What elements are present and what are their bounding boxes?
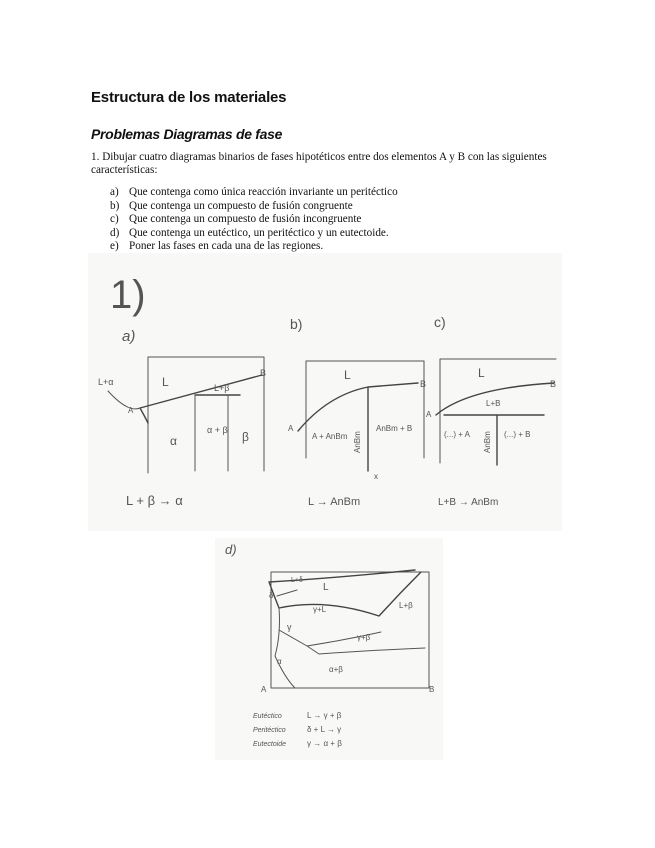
diagram-c-compound: AnBm [483,431,492,453]
diagram-a-l-alpha: L+α [98,377,114,387]
sketch-abc-scan [88,253,562,531]
reaction-name: Eutectoide [253,741,287,748]
diagram-a-liquidus [140,375,262,423]
diagram-a-label: a) [122,328,136,345]
diagram-b-left-axis: A [288,424,294,433]
diagram-b-label: b) [290,316,303,332]
diagram-c-liquidus [436,383,554,465]
diagram-a-reaction: L + β → α [126,493,183,508]
diagram-a-alpha-beta: α + β [207,425,228,435]
diagram-b-compound: AnBm [353,431,362,453]
list-marker: d) [110,226,120,239]
diagram-d-frame [271,572,429,688]
list-item [110,213,398,227]
diagram-a-l-beta: L+β [214,383,230,393]
reaction-name: Peritéctico [253,727,286,734]
diagram-b-frame [306,361,427,458]
diagram-d-gamma-beta: γ+β [357,633,371,642]
diagram-d-alpha: α [277,657,282,666]
diagram-a-alpha: α [170,434,177,448]
diagram-a-right-axis: B [260,368,267,378]
diagram-c-liquid: L [478,366,485,380]
list-item [110,227,398,241]
sketch-d-drawing [215,538,443,760]
diagram-d-liquid-delta: L+δ [291,577,303,584]
list-item-text: Que contenga un compuesto de fusión incongruente [129,213,362,226]
diagram-a-liquid: L [162,375,169,389]
diagram-d-delta: δ [269,591,274,600]
diagram-d-liquid: L [323,582,329,593]
list-item [110,240,398,254]
list-marker: a) [110,186,119,198]
problem-statement: 1. Dibujar cuatro diagramas binarios de fases hipotéticos entre dos elementos A y B con las siguientes características: [91,151,547,176]
list-marker: c) [110,213,119,226]
list-marker: e) [110,240,119,253]
diagram-b-reaction: L → AnBm [308,496,361,508]
reaction-name: Eutéctico [253,713,282,720]
diagram-d-right-axis: B [429,685,435,694]
document-heading: Estructura de los materiales [91,89,287,106]
list-item [110,200,398,214]
diagram-d-gamma: γ [287,622,292,632]
diagram-d-liquid-beta: L+β [399,601,413,610]
diagram-c-left-region: (...) + A [444,430,471,439]
diagram-d-alpha-beta: α+β [329,665,343,674]
list-item-text: Que contenga un compuesto de fusión congruente [129,199,353,212]
diagram-b-right-region: AnBm + B [376,424,413,433]
diagram-b-bottom-mark: x [374,472,378,481]
diagram-d-left-axis: A [261,685,267,694]
diagram-b-left-region: A + AnBm [312,432,348,441]
diagram-c-label: c) [434,314,446,330]
diagram-c-right-region: (...) + B [504,430,531,439]
list-item-text: Que contenga como única reacción invariante un peritéctico [129,186,398,198]
requirements-list [110,186,398,254]
problem-number: 1) [110,273,146,317]
list-marker: b) [110,199,120,212]
reaction-equation: L → γ + β [307,711,342,720]
diagram-a-beta: β [242,430,249,444]
diagram-c-left-axis: A [426,410,432,419]
diagram-c-frame [440,359,556,463]
diagram-a-left-axis: A [128,406,134,415]
list-item [110,186,398,200]
list-item-text: Que contenga un eutéctico, un peritéctico y un eutectoide. [129,226,389,239]
diagram-b-right-axis: B [420,379,427,389]
document-subheading: Problemas Diagramas de fase [91,126,283,142]
diagram-c-reaction: L+B → AnBm [438,497,499,508]
diagram-b-liquid: L [344,368,351,382]
list-item-text: Poner las fases en cada una de las regiones. [129,240,324,253]
diagram-d-gamma-liquid: γ+L [313,605,327,614]
sketch-d-scan [215,538,443,760]
diagram-c-upper-region: L+B [486,399,501,408]
diagram-d-label: d) [225,542,237,557]
reaction-equation: γ → α + β [307,739,342,748]
reaction-equation: δ + L → γ [307,725,342,734]
diagram-c-right-axis: B [550,379,557,389]
sketch-abc-drawing [88,253,562,531]
